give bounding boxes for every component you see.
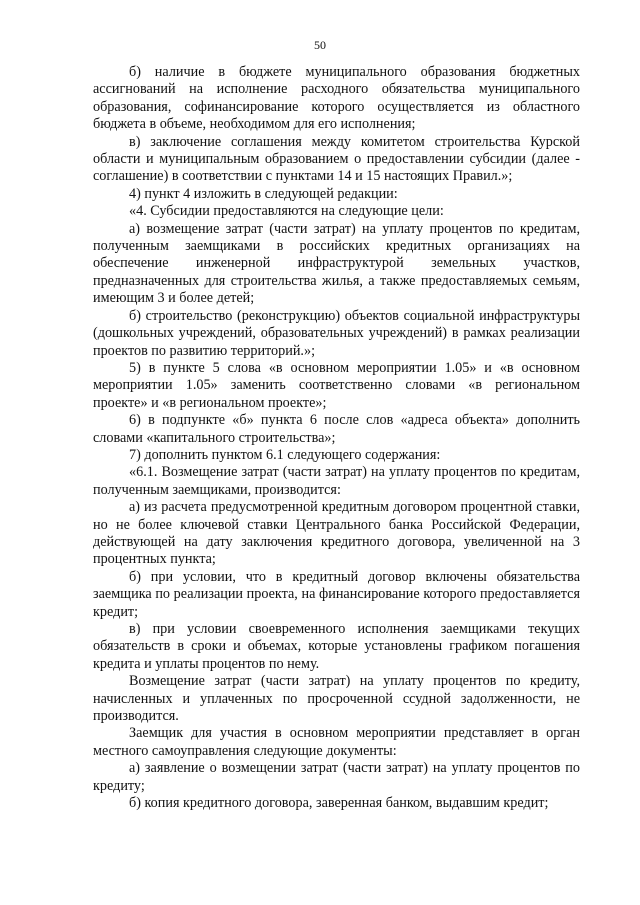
paragraph: 5) в пункте 5 слова «в основном мероприятии 1.05» и «в основном мероприятии 1.05» заменить соответственно словами «в региональном проекте» и «в региональном проекте»; xyxy=(93,359,580,411)
paragraph: б) наличие в бюджете муниципального образования бюджетных ассигнований на исполнение расходного обязательства муниципального образования, софинансирование которого осуществляется из областного бюджета в объеме, необходимом для его исполнения; xyxy=(93,64,580,133)
paragraph: 4) пункт 4 изложить в следующей редакции: xyxy=(129,185,398,202)
paragraph: Возмещение затрат (части затрат) на уплату процентов по кредиту, начисленных и уплаченных по просроченной ссудной задолженности, не производится. xyxy=(93,673,580,725)
document-body xyxy=(93,64,580,812)
paragraph: «6.1. Возмещение затрат (части затрат) на уплату процентов по кредитам, полученным заемщиками, производится: xyxy=(93,464,580,498)
paragraph: а) возмещение затрат (части затрат) на уплату процентов по кредитам, полученным заемщиками в российских кредитных организациях на обеспечение инженерной инфраструктурой земельных участков, предназначенных для строительства жилья, а также предоставляемых семьям, имеющим 3 и более детей; xyxy=(93,220,580,307)
page-number: 50 xyxy=(314,38,326,52)
paragraph: 7) дополнить пунктом 6.1 следующего содержания: xyxy=(129,446,441,463)
paragraph: б) строительство (реконструкцию) объектов социальной инфраструктуры (дошкольных учреждений, образовательных учреждений) в рамках реализации проектов по развитию территорий.»; xyxy=(93,307,580,359)
paragraph: 6) в подпункте «б» пункта 6 после слов «адреса объекта» дополнить словами «капитального строительства»; xyxy=(93,412,580,446)
paragraph: а) заявление о возмещении затрат (части затрат) на уплату процентов по кредиту; xyxy=(93,760,580,794)
paragraph: в) при условии своевременного исполнения заемщиками текущих обязательств в сроки и объемах, которые установлены графиком погашения кредита и уплаты процентов по нему. xyxy=(93,621,580,672)
paragraph: а) из расчета предусмотренной кредитным договором процентной ставки, но не более ключевой ставки Центрального банка Российской Федерации, действующей на дату заключения кредитного договора, увеличенной на 3 процентных пункта; xyxy=(93,499,580,568)
paragraph: в) заключение соглашения между комитетом строительства Курской области и муниципальным образованием о предоставлении субсидии (далее - соглашение) в соответствии с пунктами 14 и 15 настоящих Правил.»; xyxy=(93,133,580,185)
paragraph: Заемщик для участия в основном мероприятии представляет в орган местного самоуправления следующие документы: xyxy=(93,725,580,759)
paragraph: б) при условии, что в кредитный договор включены обязательства заемщика по реализации проекта, на финансирование которого предоставляется кредит; xyxy=(93,568,580,620)
paragraph: б) копия кредитного договора, заверенная банком, выдавшим кредит; xyxy=(129,795,549,812)
paragraph: «4. Субсидии предоставляются на следующие цели: xyxy=(129,203,444,220)
